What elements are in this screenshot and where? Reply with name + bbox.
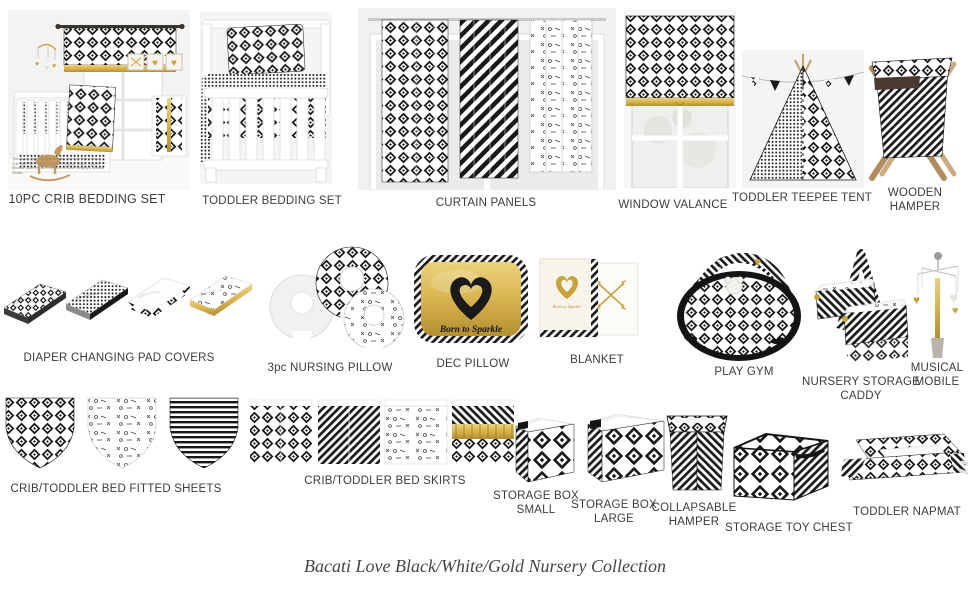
product-label: TODDLER NAPMAT [853, 506, 961, 518]
heart-toy-icon: ♥ [716, 264, 722, 274]
box-front [528, 424, 574, 482]
product-label: BLANKET [570, 354, 624, 366]
curtain-panels-image [358, 8, 616, 190]
hamper-band [874, 76, 920, 90]
hamper-interior [674, 418, 720, 423]
product-label: CRIB/TODDLER BED SKIRTS [304, 475, 466, 487]
product-label: TODDLER TEEPEE TENT [732, 192, 872, 204]
plush-toy-icon [725, 277, 743, 294]
product-blanket[interactable] [536, 253, 642, 345]
skirt-diamond [250, 400, 312, 464]
pillow-print [344, 289, 404, 352]
blanket-script-text: Born to Sparkle [552, 304, 582, 309]
mobile-clamp [931, 338, 944, 358]
product-fitted-sheets[interactable] [2, 396, 246, 480]
product-label: STORAGE BOX LARGE [571, 499, 657, 526]
product-nursing-pillow[interactable] [268, 233, 412, 353]
product-label: DIAPER CHANGING PAD COVERS [23, 352, 215, 364]
svg-text:♥: ♥ [35, 61, 40, 68]
product-storage-caddy[interactable] [810, 245, 912, 365]
heart-toy-icon: ♥ [754, 255, 762, 269]
product-storage-toy-chest[interactable] [730, 424, 834, 504]
product-label: MUSICAL MOBILE [910, 362, 964, 389]
pillow [227, 24, 305, 75]
toy-chest-image [730, 424, 834, 504]
product-label: NURSERY STORAGE CADDY [801, 376, 921, 403]
teepee-tent-image [742, 50, 864, 188]
nursing-pillow-image [268, 233, 412, 353]
product-dec-pillow[interactable] [412, 252, 530, 350]
skirt-banded [452, 400, 514, 464]
hamper-body-left [670, 432, 697, 490]
sheet-stripe [170, 398, 238, 468]
heart-icon: ♥ [913, 293, 921, 307]
pad-pindot [66, 280, 128, 320]
pad-diamond-dark [4, 284, 66, 324]
product-curtain-panels[interactable] [358, 8, 616, 190]
box-side [516, 426, 528, 482]
pillow-script-text: Born to Sparkle [439, 325, 503, 335]
product-toddler-bedding-set[interactable] [200, 12, 332, 184]
blanket-heart [540, 259, 598, 337]
product-window-valance[interactable] [624, 10, 736, 188]
product-label: 10PC CRIB BEDDING SET [8, 192, 166, 206]
wooden-hamper-image [856, 38, 968, 184]
chest-front [734, 448, 794, 500]
product-label: 3pc NURSING PILLOW [267, 362, 393, 374]
changing-pad-covers-image [2, 262, 258, 334]
toddler-napmat-image [838, 432, 968, 496]
product-label: TODDLER BEDDING SET [202, 195, 342, 207]
musical-mobile-image [912, 248, 968, 360]
product-collapsable-hamper[interactable] [665, 408, 729, 492]
curtain-panel-stripe [460, 20, 518, 178]
fitted-sheets-image [2, 396, 246, 480]
hamper-body-right [697, 432, 724, 490]
product-label: WINDOW VALANCE [618, 199, 728, 211]
storage-box-large-image [584, 406, 668, 488]
heart-icon: ♥ [171, 58, 177, 69]
product-storage-box-large[interactable] [584, 406, 668, 488]
toddler-bedding-set-image [200, 12, 332, 184]
product-toddler-teepee-tent[interactable] [742, 50, 864, 188]
product-label: STORAGE TOY CHEST [725, 522, 853, 534]
sheet-print [88, 398, 156, 468]
collection-title: Bacati Love Black/White/Gold Nursery Collection [304, 556, 666, 576]
product-changing-pad-covers[interactable] [2, 262, 258, 334]
box-front [602, 421, 664, 482]
window-valance-image [624, 10, 736, 188]
curtain-panel-diamond [382, 20, 448, 182]
product-label: CRIB/TODDLER BED FITTED SHEETS [10, 483, 222, 495]
play-gym-image [672, 228, 806, 364]
product-wooden-hamper[interactable] [856, 38, 968, 184]
sheet-diamond [6, 398, 74, 468]
crib-comforter [66, 85, 115, 152]
skirt-print [385, 400, 447, 464]
product-label: DEC PILLOW [436, 358, 510, 370]
product-label: WOODEN HAMPER [887, 187, 943, 214]
heart-icon: ♥ [950, 291, 958, 305]
product-label: CURTAIN PANELS [435, 197, 537, 209]
product-musical-mobile[interactable] [912, 248, 968, 360]
pad-print-gold [190, 276, 252, 316]
heart-icon: ♥ [952, 305, 959, 317]
product-label: STORAGE BOX SMALL [493, 490, 579, 517]
svg-text:♥: ♥ [52, 63, 57, 70]
product-bed-skirts[interactable] [248, 398, 516, 468]
product-storage-box-small[interactable] [512, 410, 578, 488]
product-toddler-napmat[interactable] [838, 432, 968, 496]
valance [626, 16, 734, 98]
blanket-image [536, 253, 642, 345]
napmat-front [844, 452, 966, 480]
storage-box-small-image [512, 410, 578, 488]
collapsable-hamper-image [665, 408, 729, 492]
storage-caddy-image [810, 245, 912, 365]
curtain-rod [58, 25, 182, 28]
bed-skirts-image [248, 398, 516, 468]
skirt-stripe [318, 400, 380, 464]
box-side [588, 424, 602, 482]
svg-text:♥: ♥ [45, 65, 50, 72]
diaper-stacker [152, 96, 186, 156]
product-label: COLLAPSABLE HAMPER [651, 502, 737, 529]
heart-icon: ♥ [152, 58, 158, 69]
product-label: PLAY GYM [714, 366, 774, 378]
pad-white-diamond-trim [128, 278, 190, 318]
crib-set-caption: This Bacati 10pc Crib Set includes Two Crib Fitted Sheet, Crib Skirt, Reversible Comforter/Playmat, Diaper Stacker, Window Valance, 3pc Embroidered Wall Hanging & Musical Mobile. [12, 157, 105, 175]
product-play-gym[interactable] [672, 228, 806, 364]
wall-art [128, 54, 182, 70]
dec-pillow-image [412, 252, 530, 350]
curtain-panel-print [530, 20, 592, 172]
mobile-stem [935, 278, 940, 338]
